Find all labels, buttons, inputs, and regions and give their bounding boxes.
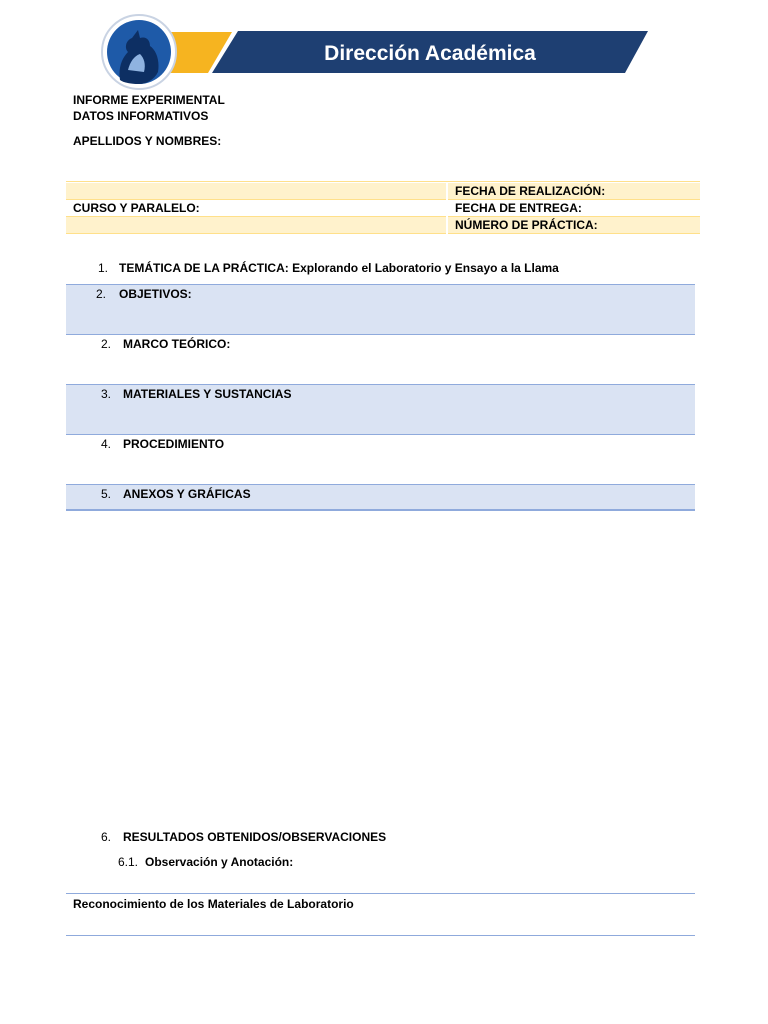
doc-section-label: DATOS INFORMATIVOS: [73, 109, 209, 123]
practice-number-label: NÚMERO DE PRÁCTICA:: [455, 218, 598, 232]
course-label: CURSO Y PARALELO:: [73, 201, 200, 215]
section-topic-heading: TEMÁTICA DE LA PRÁCTICA: Explorando el Laboratorio y Ensayo a la Llama: [119, 261, 559, 275]
section-number: 2.: [95, 287, 106, 301]
section-number: 2.: [100, 337, 111, 351]
date-done-label: FECHA DE REALIZACIÓN:: [455, 184, 606, 198]
section-procedure-heading: PROCEDIMIENTO: [123, 437, 225, 451]
table-rule: [66, 181, 700, 182]
section-rule: [66, 509, 695, 511]
section-materials-heading: MATERIALES Y SUSTANCIAS: [123, 387, 292, 401]
section-number: 3.: [100, 387, 111, 401]
section-rule: [66, 434, 695, 435]
table-rule: [66, 893, 695, 894]
section-number: 1.: [97, 261, 108, 275]
table-row: [66, 217, 700, 233]
section-annexes-heading: ANEXOS Y GRÁFICAS: [123, 487, 251, 501]
table-column-divider: [446, 182, 448, 234]
results-table-row-label: Reconocimiento de los Materiales de Laboratorio: [73, 897, 354, 911]
section-objectives-heading: OBJETIVOS:: [119, 287, 192, 301]
names-field-label: APELLIDOS Y NOMBRES:: [73, 134, 222, 148]
header-banner: [0, 0, 768, 92]
subsection-observation-heading: Observación y Anotación:: [145, 855, 294, 869]
table-rule: [66, 935, 695, 936]
date-due-label: FECHA DE ENTREGA:: [455, 201, 582, 215]
subsection-number: 6.1.: [118, 855, 139, 869]
institution-logo: [102, 15, 176, 89]
section-results-heading: RESULTADOS OBTENIDOS/OBSERVACIONES: [123, 830, 387, 844]
section-number: 4.: [100, 437, 111, 451]
section-number: 5.: [100, 487, 111, 501]
table-rule: [66, 233, 700, 234]
section-theory-heading: MARCO TEÓRICO:: [123, 337, 231, 351]
doc-type-label: INFORME EXPERIMENTAL: [73, 93, 225, 107]
section-rule: [66, 334, 695, 335]
section-number: 6.: [100, 830, 111, 844]
banner-title: Dirección Académica: [324, 42, 536, 65]
